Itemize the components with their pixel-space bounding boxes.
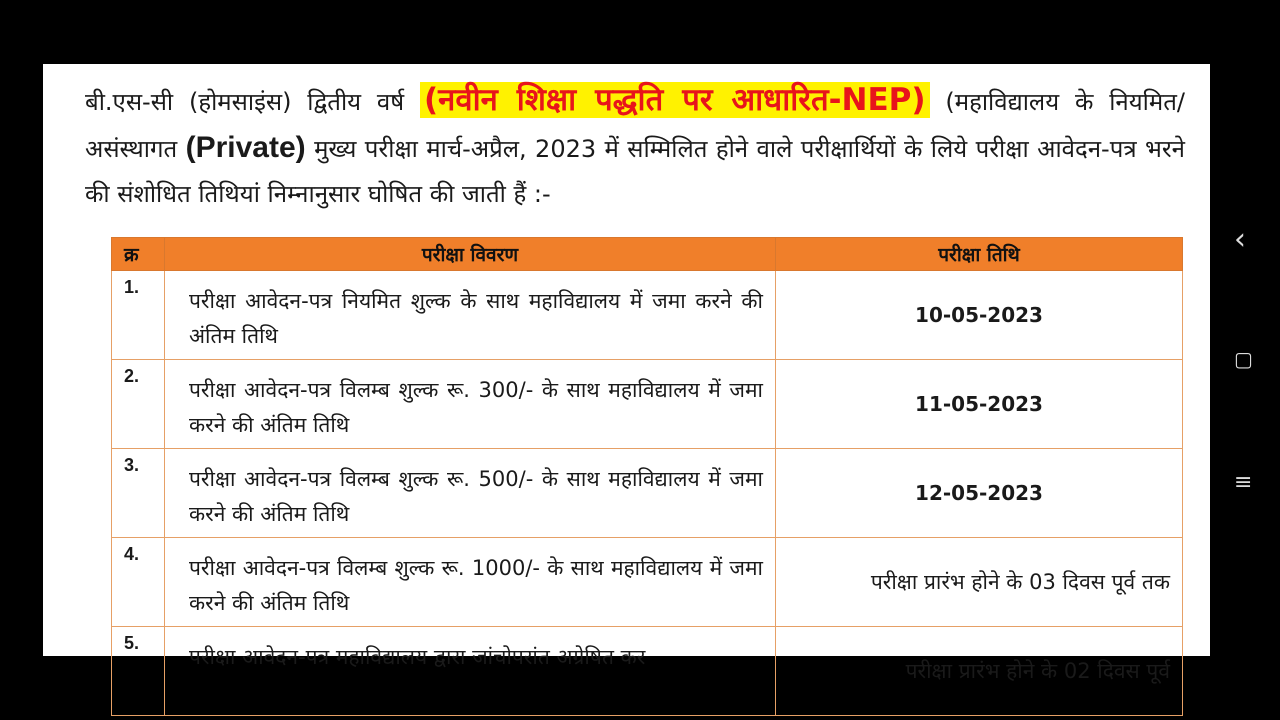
private-label: (Private) <box>185 131 306 164</box>
back-icon[interactable]: ‹ <box>1234 222 1246 257</box>
header-serial: क्र <box>112 238 165 271</box>
row-description: परीक्षा आवेदन-पत्र नियमित शुल्क के साथ महाविद्यालय में जमा करने की अंतिम तिथि <box>189 289 763 348</box>
row-serial: 2. <box>124 366 140 386</box>
intro-line-post: मुख्य परीक्षा मार्च-अप्रैल, 2023 में सम्मिलित होने वाले परीक्षार्थियों के लिये परीक्षा आवेदन-पत्र भरने की संशोधित तिथियां निम्नानुसार घोषित की जाती हैं :- <box>85 135 1185 208</box>
table-row <box>112 538 1183 627</box>
intro-line-mid: (महाविद्यालय के नियमित/असंस्थागत <box>85 88 1185 163</box>
intro-line-pre: बी.एस-सी (होमसाइंस) द्वितीय वर्ष <box>85 88 405 116</box>
table-row <box>112 449 1183 538</box>
document-page <box>43 64 1210 683</box>
nep-highlight: (नवीन शिक्षा पद्धति पर आधारित-NEP) <box>420 82 930 118</box>
header-description: परीक्षा विवरण <box>165 238 776 271</box>
exam-dates-table <box>111 237 1183 716</box>
row-date: परीक्षा प्रारंभ होने के 03 दिवस पूर्व तक <box>776 538 1183 627</box>
row-serial: 3. <box>124 455 140 475</box>
table-row <box>112 627 1183 716</box>
table-row <box>112 360 1183 449</box>
row-date: परीक्षा प्रारंभ होने के 02 दिवस पूर्व <box>776 627 1183 716</box>
row-serial: 1. <box>124 277 140 297</box>
row-date: 10-05-2023 <box>776 271 1183 360</box>
home-icon[interactable]: ▢ <box>1234 347 1253 371</box>
row-description: परीक्षा आवेदन-पत्र विलम्ब शुल्क रू. 500/- के साथ महाविद्यालय में जमा करने की अंतिम तिथि <box>189 467 763 526</box>
row-description: परीक्षा आवेदन-पत्र विलम्ब शुल्क रू. 1000/- के साथ महाविद्यालय में जमा करने की अंतिम तिथि <box>189 556 763 615</box>
row-description: परीक्षा आवेदन-पत्र महाविद्यालय द्वारा जांचोपरांत अग्रेषित कर <box>189 645 646 669</box>
menu-icon[interactable]: ≡ <box>1234 470 1253 495</box>
table-header-row <box>112 238 1183 271</box>
header-date: परीक्षा तिथि <box>776 238 1183 271</box>
system-nav-bar <box>1210 0 1280 720</box>
row-serial: 4. <box>124 544 140 564</box>
row-serial: 5. <box>124 633 140 653</box>
intro-paragraph <box>85 78 1185 217</box>
row-date: 11-05-2023 <box>776 360 1183 449</box>
row-description: परीक्षा आवेदन-पत्र विलम्ब शुल्क रू. 300/- के साथ महाविद्यालय में जमा करने की अंतिम तिथि <box>189 378 763 437</box>
row-date: 12-05-2023 <box>776 449 1183 538</box>
table-row <box>112 271 1183 360</box>
